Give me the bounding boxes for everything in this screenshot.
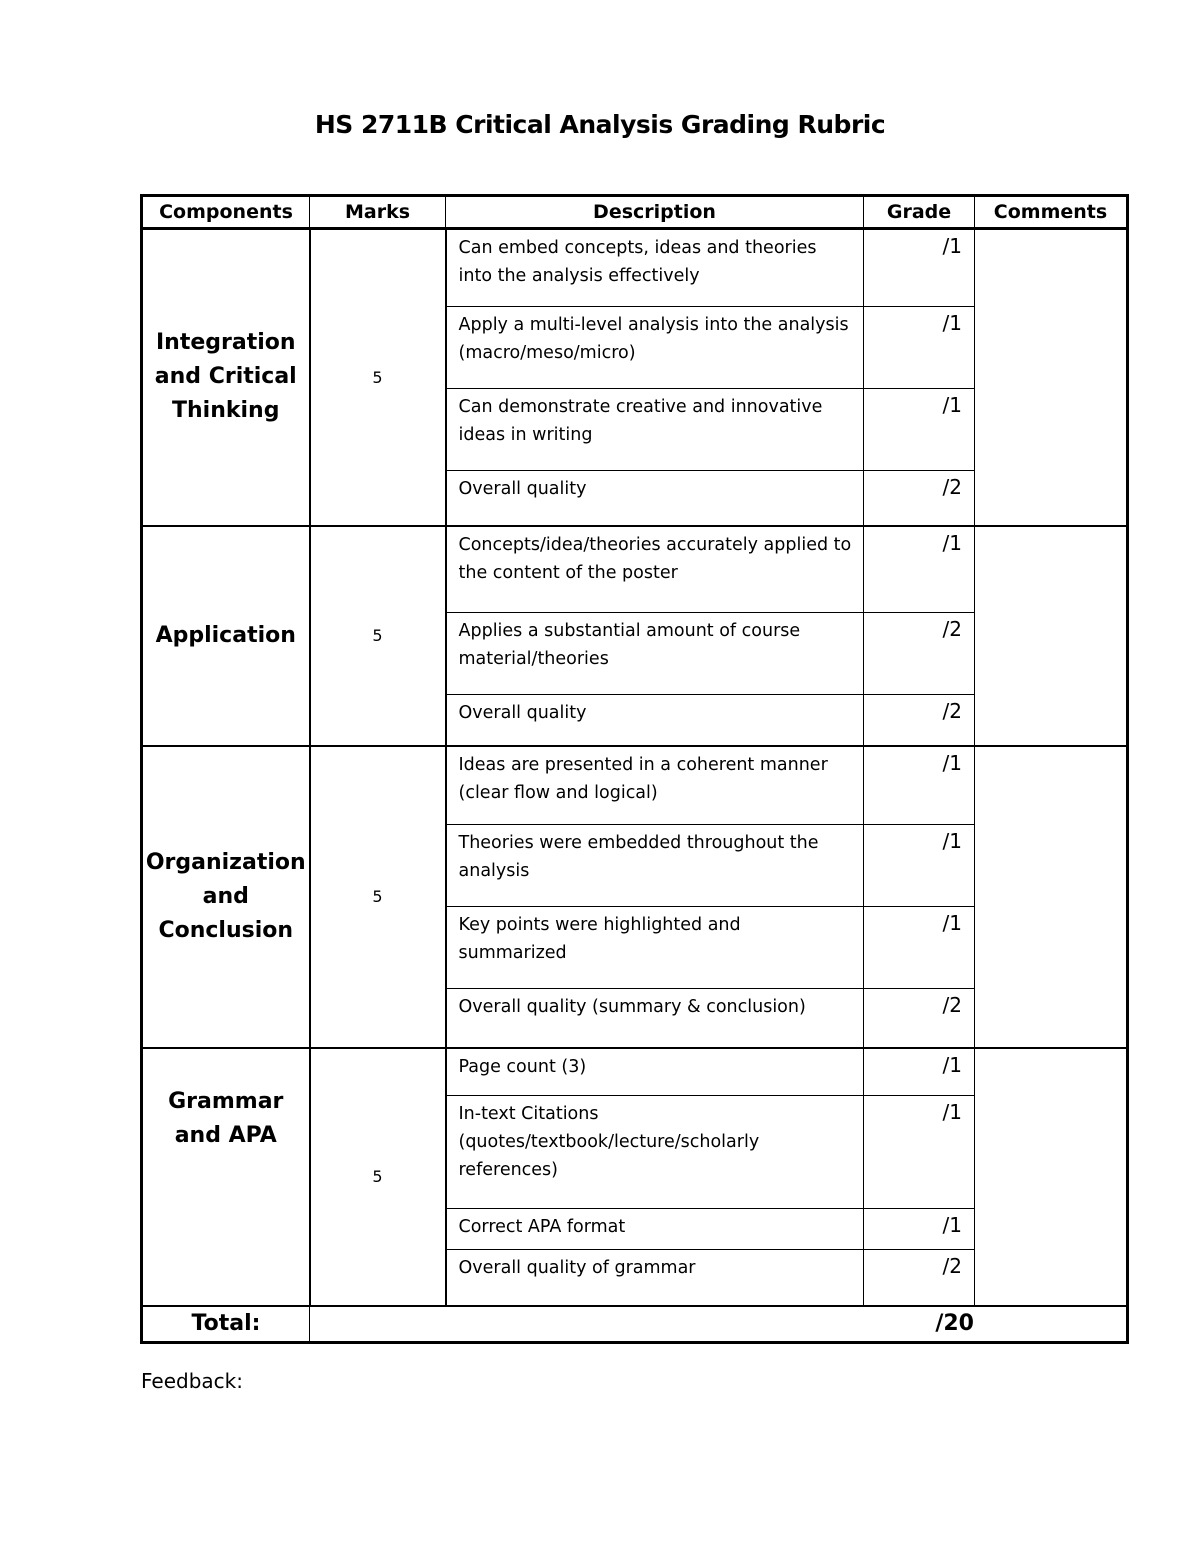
- document-title: HS 2711B Critical Analysis Grading Rubric: [314, 110, 886, 139]
- description-cell: Can embed concepts, ideas and theories into the analysis effectively: [446, 229, 864, 307]
- total-row: [142, 1306, 1128, 1343]
- grade-cell: /1: [864, 907, 975, 989]
- description-cell: Concepts/idea/theories accurately applied to the content of the poster: [446, 526, 864, 613]
- grade-cell: /1: [864, 1096, 975, 1209]
- grade-cell: /1: [864, 746, 975, 825]
- header-description: Description: [446, 196, 864, 229]
- total-label: Total:: [142, 1306, 310, 1343]
- grade-cell: /2: [864, 471, 975, 526]
- table-row: [142, 229, 1128, 307]
- grade-cell: /2: [864, 695, 975, 746]
- grade-cell: /1: [864, 1209, 975, 1250]
- comments-cell[interactable]: [975, 746, 1128, 1048]
- marks-cell: 5: [310, 746, 446, 1048]
- description-cell: Overall quality: [446, 695, 864, 746]
- header-marks: Marks: [310, 196, 446, 229]
- total-value: /20: [310, 1306, 1128, 1343]
- grade-cell: /1: [864, 229, 975, 307]
- description-cell: Page count (3): [446, 1048, 864, 1096]
- description-cell: Overall quality of grammar: [446, 1250, 864, 1306]
- comments-cell[interactable]: [975, 229, 1128, 526]
- marks-cell: 5: [310, 526, 446, 746]
- description-cell: Overall quality: [446, 471, 864, 526]
- grade-cell: /1: [864, 1048, 975, 1096]
- table-row: [142, 746, 1128, 825]
- marks-cell: 5: [310, 1048, 446, 1306]
- header-grade: Grade: [864, 196, 975, 229]
- header-comments: Comments: [975, 196, 1128, 229]
- table-row: [142, 526, 1128, 613]
- description-cell: Overall quality (summary & conclusion): [446, 989, 864, 1048]
- table-row: [142, 1048, 1128, 1096]
- grade-cell: /1: [864, 526, 975, 613]
- grade-cell: /2: [864, 989, 975, 1048]
- description-cell: In-text Citations (quotes/textbook/lecture/scholarly references): [446, 1096, 864, 1209]
- description-cell: Apply a multi-level analysis into the analysis (macro/meso/micro): [446, 307, 864, 389]
- header-row: [142, 196, 1128, 229]
- header-components: Components: [142, 196, 310, 229]
- grade-cell: /1: [864, 389, 975, 471]
- grade-cell: /2: [864, 613, 975, 695]
- comments-cell[interactable]: [975, 1048, 1128, 1306]
- component-cell: Organization and Conclusion: [142, 746, 310, 1048]
- description-cell: Key points were highlighted and summarized: [446, 907, 864, 989]
- component-cell: Integration and Critical Thinking: [142, 229, 310, 526]
- component-cell: Application: [142, 526, 310, 746]
- component-cell: Grammar and APA: [142, 1048, 310, 1306]
- comments-cell[interactable]: [975, 526, 1128, 746]
- grade-cell: /1: [864, 307, 975, 389]
- grade-cell: /1: [864, 825, 975, 907]
- rubric-table: [140, 194, 1129, 1344]
- description-cell: Applies a substantial amount of course material/theories: [446, 613, 864, 695]
- description-cell: Correct APA format: [446, 1209, 864, 1250]
- marks-cell: 5: [310, 229, 446, 526]
- feedback-label: Feedback:: [141, 1369, 243, 1393]
- description-cell: Can demonstrate creative and innovative ideas in writing: [446, 389, 864, 471]
- description-cell: Ideas are presented in a coherent manner (clear flow and logical): [446, 746, 864, 825]
- description-cell: Theories were embedded throughout the analysis: [446, 825, 864, 907]
- grade-cell: /2: [864, 1250, 975, 1306]
